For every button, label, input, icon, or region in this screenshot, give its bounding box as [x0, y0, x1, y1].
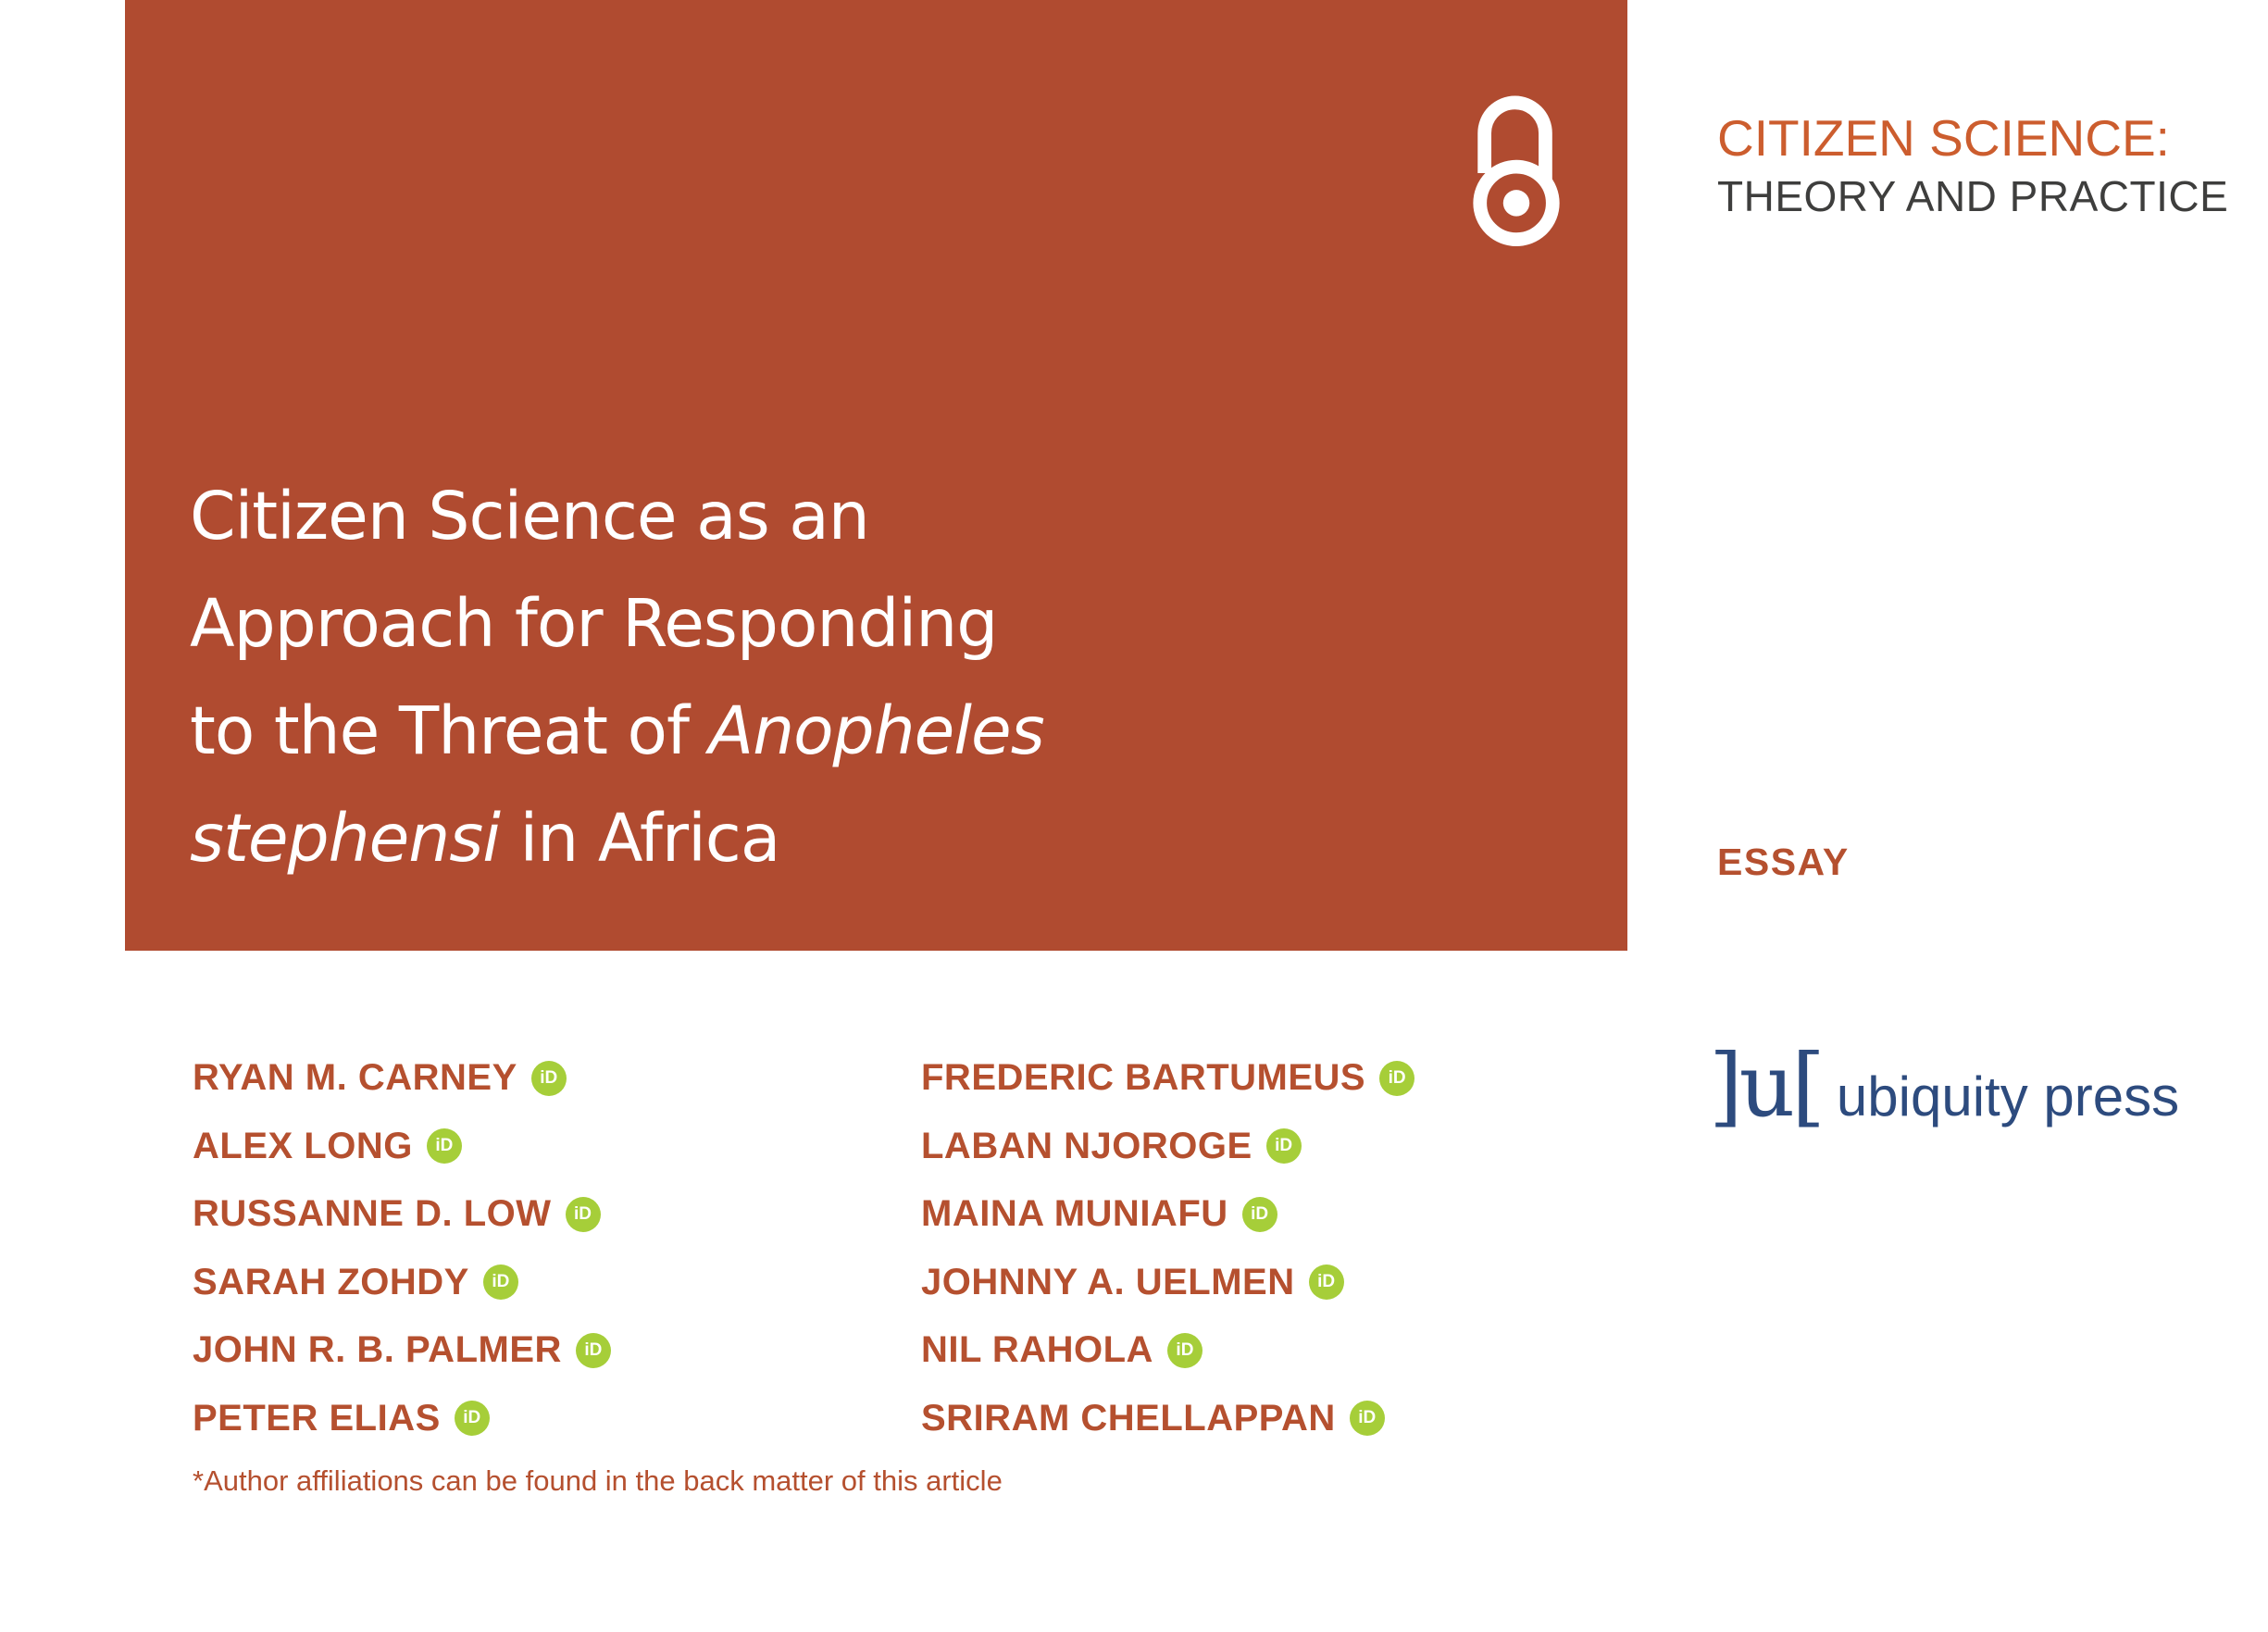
- author-row: [921, 1249, 1414, 1317]
- author-name: NIL RAHOLA: [921, 1329, 1153, 1371]
- orcid-icon[interactable]: iD: [1242, 1197, 1277, 1232]
- title-line-2: Approach for Responding: [190, 585, 998, 662]
- author-row: [921, 1180, 1414, 1249]
- author-row: [193, 1316, 611, 1385]
- author-name: JOHNNY A. UELMEN: [921, 1261, 1295, 1302]
- article-category-label: ESSAY: [1717, 841, 1850, 883]
- orcid-icon[interactable]: iD: [1266, 1128, 1302, 1164]
- orcid-icon[interactable]: iD: [427, 1128, 462, 1164]
- author-name: ALEX LONG: [193, 1125, 413, 1166]
- orcid-icon[interactable]: iD: [1350, 1401, 1385, 1436]
- author-name: FREDERIC BARTUMEUS: [921, 1057, 1366, 1099]
- journal-masthead: [1717, 109, 2229, 220]
- hero-banner: [125, 0, 1627, 951]
- author-list-left: [193, 1044, 611, 1452]
- orcid-icon[interactable]: iD: [483, 1264, 518, 1300]
- journal-title: CITIZEN SCIENCE:: [1717, 109, 2170, 167]
- author-name: LABAN NJOROGE: [921, 1125, 1252, 1166]
- author-row: [193, 1385, 611, 1453]
- author-list-right: [921, 1044, 1414, 1452]
- author-row: [193, 1249, 611, 1317]
- orcid-icon[interactable]: iD: [1309, 1264, 1344, 1300]
- author-name: SARAH ZOHDY: [193, 1261, 469, 1302]
- ubiquity-brackets-mark: ]u[: [1709, 1036, 1822, 1137]
- article-title: [190, 463, 1393, 892]
- orcid-icon[interactable]: iD: [566, 1197, 601, 1232]
- publisher-logo[interactable]: [1709, 1036, 2180, 1137]
- author-row: [921, 1385, 1414, 1453]
- open-access-icon: [1467, 93, 1567, 250]
- title-line-3: to the Threat of Anopheles: [190, 692, 1044, 769]
- journal-subtitle: THEORY AND PRACTICE: [1717, 172, 2229, 220]
- author-row: [921, 1044, 1414, 1113]
- author-affiliations-footnote: *Author affiliations can be found in the back matter of this article: [193, 1464, 1003, 1497]
- orcid-icon[interactable]: iD: [576, 1333, 611, 1368]
- orcid-icon[interactable]: iD: [531, 1061, 567, 1096]
- author-row: [921, 1113, 1414, 1181]
- orcid-icon[interactable]: iD: [455, 1401, 490, 1436]
- author-row: [193, 1113, 611, 1181]
- title-line-4: stephensi in Africa: [190, 800, 780, 877]
- author-name: RYAN M. CARNEY: [193, 1057, 517, 1099]
- author-row: [193, 1180, 611, 1249]
- title-line-1: Citizen Science as an: [190, 478, 869, 554]
- author-name: SRIRAM CHELLAPPAN: [921, 1397, 1336, 1439]
- author-name: PETER ELIAS: [193, 1397, 441, 1439]
- author-name: RUSSANNE D. LOW: [193, 1193, 552, 1235]
- orcid-icon[interactable]: iD: [1167, 1333, 1203, 1368]
- author-name: MAINA MUNIAFU: [921, 1193, 1228, 1235]
- publisher-name: ubiquity press: [1836, 1065, 2180, 1127]
- author-row: [193, 1044, 611, 1113]
- author-name: JOHN R. B. PALMER: [193, 1329, 562, 1371]
- author-row: [921, 1316, 1414, 1385]
- orcid-icon[interactable]: iD: [1379, 1061, 1414, 1096]
